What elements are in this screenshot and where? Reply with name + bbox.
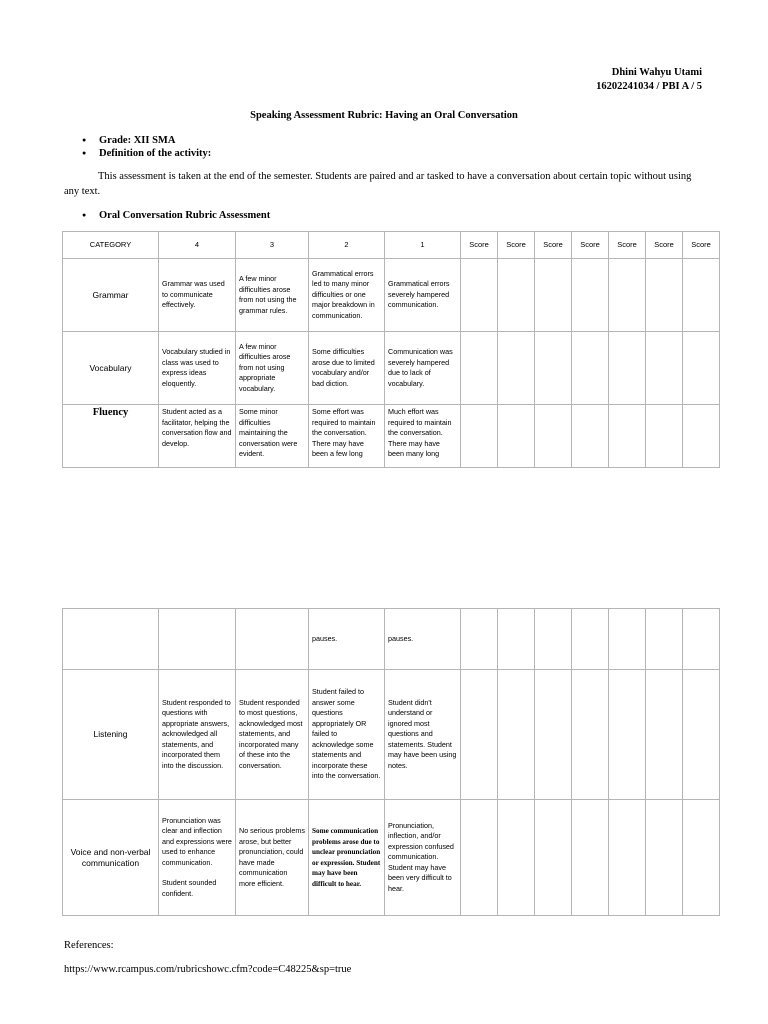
desc-cell: Some minor difficulties maintaining the conversation were evident. — [236, 405, 309, 468]
desc-cell: A few minor difficulties arose from not using appropriate vocabulary. — [236, 332, 309, 405]
references-label: References: — [64, 940, 114, 951]
score-cell[interactable] — [683, 609, 720, 670]
score-cell[interactable] — [572, 405, 609, 468]
desc-cell: Student didn't understand or ignored most questions and statements. Student may have been using notes. — [385, 670, 461, 800]
score-cell[interactable] — [498, 670, 535, 800]
score-cell[interactable] — [498, 332, 535, 405]
activity-description: This assessment is taken at the end of the semester. Students are paired and ar tasked to have a conversation about certain topic without using any text. — [64, 171, 692, 197]
score-cell[interactable] — [609, 609, 646, 670]
table-row — [63, 259, 720, 332]
score-cell[interactable] — [609, 670, 646, 800]
score-cell[interactable] — [535, 405, 572, 468]
score-cell[interactable] — [572, 670, 609, 800]
document-title: Speaking Assessment Rubric: Having an Oral Conversation — [250, 110, 518, 121]
desc-cell: Grammar was used to communicate effectively. — [159, 259, 236, 332]
header-score: Score — [498, 232, 535, 259]
header-4: 4 — [159, 232, 236, 259]
desc-voice-4a: Pronunciation was clear and inflection and expressions were used to enhance communication. — [162, 815, 232, 867]
score-cell[interactable] — [609, 332, 646, 405]
score-cell[interactable] — [646, 609, 683, 670]
header-score: Score — [683, 232, 720, 259]
score-cell[interactable] — [461, 405, 498, 468]
table-row — [63, 332, 720, 405]
desc-cell: Student acted as a facilitator, helping the conversation flow and develop. — [159, 405, 236, 468]
desc-cell — [159, 609, 236, 670]
rubric-table-part-2 — [62, 608, 720, 916]
score-cell[interactable] — [461, 609, 498, 670]
score-cell[interactable] — [683, 800, 720, 916]
score-cell[interactable] — [498, 609, 535, 670]
desc-cell: Grammatical errors led to many minor difficulties or one major breakdown in communication. — [309, 259, 385, 332]
desc-cell: No serious problems arose, but better pronunciation, could have made communication more efficient. — [236, 800, 309, 916]
header-score: Score — [535, 232, 572, 259]
desc-cell: pauses. — [309, 609, 385, 670]
score-cell[interactable] — [646, 670, 683, 800]
category-vocabulary: Vocabulary — [63, 332, 159, 405]
rubric-table-part-1 — [62, 231, 720, 468]
score-cell[interactable] — [461, 670, 498, 800]
desc-cell: A few minor difficulties arose from not using the grammar rules. — [236, 259, 309, 332]
desc-cell: Some effort was required to maintain the conversation. There may have been a few long — [309, 405, 385, 468]
header-3: 3 — [236, 232, 309, 259]
score-cell[interactable] — [572, 609, 609, 670]
score-cell[interactable] — [683, 670, 720, 800]
desc-cell: pauses. — [385, 609, 461, 670]
score-cell[interactable] — [572, 259, 609, 332]
table-row — [63, 800, 720, 916]
score-cell[interactable] — [609, 800, 646, 916]
desc-cell: Grammatical errors severely hampered communication. — [385, 259, 461, 332]
header-score: Score — [461, 232, 498, 259]
table-row — [63, 405, 720, 468]
score-cell[interactable] — [535, 609, 572, 670]
author-block — [596, 66, 702, 94]
score-cell[interactable] — [646, 405, 683, 468]
score-cell[interactable] — [646, 332, 683, 405]
table-row — [63, 670, 720, 800]
author-name: Dhini Wahyu Utami — [611, 67, 702, 78]
header-score: Score — [609, 232, 646, 259]
desc-cell: Some difficulties arose due to limited vocabulary and/or bad diction. — [309, 332, 385, 405]
reference-link[interactable]: https://www.rcampus.com/rubricshowc.cfm?code=C48225&sp=true — [64, 964, 352, 975]
score-cell[interactable] — [461, 259, 498, 332]
category-grammar: Grammar — [63, 259, 159, 332]
score-cell[interactable] — [572, 332, 609, 405]
score-cell[interactable] — [609, 259, 646, 332]
desc-voice-4b: Student sounded confident. — [162, 878, 217, 898]
score-cell[interactable] — [461, 800, 498, 916]
desc-cell: Communication was severely hampered due to lack of vocabulary. — [385, 332, 461, 405]
header-category: CATEGORY — [63, 232, 159, 259]
score-cell[interactable] — [683, 332, 720, 405]
score-cell[interactable] — [498, 405, 535, 468]
score-cell[interactable] — [498, 800, 535, 916]
score-cell[interactable] — [572, 800, 609, 916]
desc-cell: Pronunciation, inflection, and/or expression confused communication. Student may have been very difficult to hear. — [385, 800, 461, 916]
desc-cell: Student failed to answer some questions appropriately OR failed to acknowledge some statements and incorporate these into the conversation. — [309, 670, 385, 800]
section-bullet — [82, 210, 270, 221]
header-1: 1 — [385, 232, 461, 259]
desc-cell — [159, 800, 236, 916]
table-row — [63, 609, 720, 670]
score-cell[interactable] — [535, 259, 572, 332]
score-cell[interactable] — [683, 259, 720, 332]
category-fluency: Fluency — [63, 405, 159, 468]
score-cell[interactable] — [683, 405, 720, 468]
author-id: 16202241034 / PBI A / 5 — [596, 81, 702, 92]
bullet-grade: ● Grade: XII SMA — [82, 134, 211, 147]
desc-cell: Student responded to most questions, acknowledged most statements, and incorporated many of these into the conversation. — [236, 670, 309, 800]
category-voice: Voice and non-verbal communication — [63, 800, 159, 916]
category-listening: Listening — [63, 670, 159, 800]
score-cell[interactable] — [498, 259, 535, 332]
score-cell[interactable] — [535, 670, 572, 800]
desc-cell: Student responded to questions with appropriate answers, acknowledged all statements, and incorporated them into the discussion. — [159, 670, 236, 800]
score-cell[interactable] — [535, 800, 572, 916]
desc-cell: Some communication problems arose due to unclear pronunciation or expression. Student may have been difficult to hear. — [309, 800, 385, 916]
header-score: Score — [572, 232, 609, 259]
desc-cell — [236, 609, 309, 670]
score-cell[interactable] — [609, 405, 646, 468]
desc-cell: Much effort was required to maintain the conversation. There may have been many long — [385, 405, 461, 468]
bullet-definition: ● Definition of the activity: — [82, 147, 211, 160]
score-cell[interactable] — [461, 332, 498, 405]
info-bullets — [82, 134, 211, 160]
table-header-row — [63, 232, 720, 259]
bullet-rubric: ● Oral Conversation Rubric Assessment — [82, 210, 270, 221]
score-cell[interactable] — [646, 800, 683, 916]
score-cell[interactable] — [535, 332, 572, 405]
score-cell[interactable] — [646, 259, 683, 332]
header-score: Score — [646, 232, 683, 259]
category-cell — [63, 609, 159, 670]
desc-cell: Vocabulary studied in class was used to express ideas eloquently. — [159, 332, 236, 405]
header-2: 2 — [309, 232, 385, 259]
